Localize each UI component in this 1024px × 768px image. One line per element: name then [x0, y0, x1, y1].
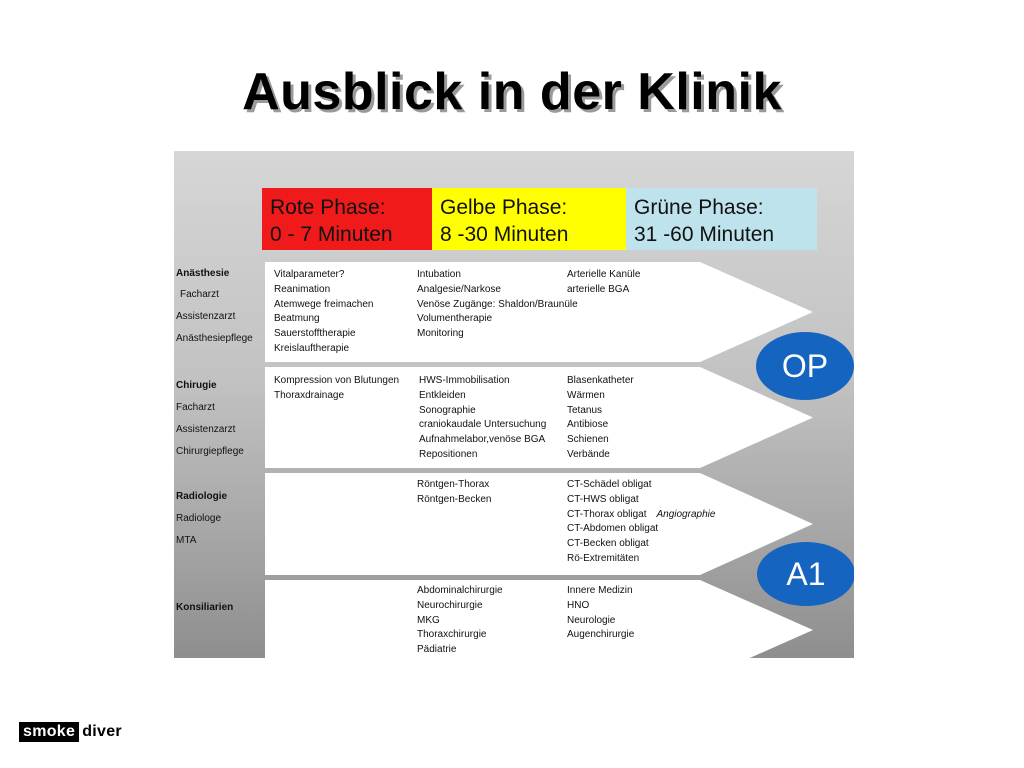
phase-green	[626, 188, 817, 250]
cell-radiologie-yellow	[417, 478, 492, 508]
staff-label: Facharzt	[180, 289, 219, 300]
task-item: Beatmung	[274, 313, 320, 325]
row-header: Radiologie	[176, 491, 228, 502]
phase-red-title: Rote Phase:	[270, 196, 386, 219]
task-item: Volumentherapie	[417, 313, 493, 325]
staff-label: Facharzt	[176, 402, 215, 413]
task-item: Kompression von Blutungen	[274, 375, 400, 386]
task-item: Pädiatrie	[417, 644, 457, 656]
task-item: Venöse Zugänge: Shaldon/Braunüle	[417, 298, 578, 310]
logo-part-smoke: smoke	[19, 722, 79, 742]
task-item: HWS-Immobilisation	[419, 375, 510, 386]
task-item: CT-Abdomen obligat	[567, 523, 659, 535]
cell-radiologie-green	[567, 478, 715, 567]
cell-chirurgie-yellow	[419, 374, 546, 463]
task-item: Arterielle Kanüle	[567, 269, 641, 280]
op-badge: OP	[756, 332, 854, 400]
task-item: Tetanus	[567, 404, 603, 416]
arrow-band-konsiliarien	[265, 580, 813, 658]
staff-label: Radiologe	[176, 513, 222, 524]
cell-anaesthesie-green	[567, 268, 640, 298]
staff-label: Anästhesiepflege	[176, 333, 253, 344]
cell-konsiliarien-yellow	[417, 584, 503, 658]
task-item: Augenchirurgie	[567, 629, 635, 641]
task-item: Reanimation	[274, 283, 331, 295]
task-item: Thoraxchirurgie	[417, 629, 487, 641]
task-item: Schienen	[567, 434, 609, 446]
slide-title: Ausblick in der Klinik	[242, 63, 782, 121]
row-label-anaesthesie	[176, 264, 253, 350]
row-label-chirurgie	[176, 375, 244, 463]
arrow-band-radiologie	[265, 473, 813, 575]
task-item: Neurochirurgie	[417, 599, 483, 611]
task-item: Intubation	[417, 269, 461, 280]
task-item: CT-Becken obligat	[567, 538, 649, 550]
task-item: Antibiose	[567, 419, 609, 431]
task-item: Röntgen-Thorax	[417, 479, 490, 490]
task-item: Thoraxdrainage	[274, 389, 345, 401]
phase-green-title: Grüne Phase:	[634, 196, 764, 219]
task-item: Analgesie/Narkose	[417, 283, 501, 295]
task-item: Kreislauftherapie	[274, 342, 350, 354]
task-item: craniokaudale Untersuchung	[419, 419, 547, 431]
task-item: Entkleiden	[419, 389, 466, 401]
task-item: Aufnahmelabor,venöse BGA	[419, 434, 546, 446]
task-item	[567, 508, 715, 523]
task-item: Repositionen	[419, 448, 478, 460]
task-item: Verbände	[567, 448, 610, 460]
staff-label: Chirurgiepflege	[176, 446, 244, 457]
task-item: Atemwege freimachen	[274, 298, 374, 310]
row-header: Konsiliarien	[176, 602, 234, 613]
phase-green-time: 31 -60 Minuten	[634, 223, 775, 246]
phase-red-time: 0 - 7 Minuten	[270, 223, 393, 246]
phase-red	[262, 188, 432, 250]
angiographie-note: Angiographie	[656, 508, 716, 520]
task-item: Sonographie	[419, 404, 476, 416]
smokediver-logo	[19, 722, 125, 742]
workflow-diagram	[174, 151, 854, 658]
row-label-radiologie	[176, 486, 227, 552]
staff-label: Assistenzarzt	[176, 311, 236, 322]
task-item: Rö-Extremitäten	[567, 552, 640, 564]
phase-yellow	[432, 188, 626, 250]
logo-part-diver: diver	[82, 723, 122, 740]
staff-label: MTA	[176, 535, 197, 546]
task-item: Wärmen	[567, 389, 605, 401]
a1-badge: A1	[757, 542, 854, 606]
cell-konsiliarien-green	[567, 584, 634, 643]
task-item: Neurologie	[567, 614, 616, 626]
row-header: Anästhesie	[176, 268, 230, 279]
task-item: Blasenkatheter	[567, 375, 634, 386]
phase-yellow-time: 8 -30 Minuten	[440, 223, 569, 246]
task-item: HNO	[567, 599, 590, 611]
cell-anaesthesie-yellow	[417, 268, 578, 342]
cell-anaesthesie-red	[274, 268, 374, 357]
task-item: CT-HWS obligat	[567, 493, 639, 505]
cell-chirurgie-red	[274, 374, 399, 404]
row-header: Chirugie	[176, 380, 217, 391]
task-item: Sauerstofftherapie	[274, 328, 356, 340]
cell-chirurgie-green	[567, 374, 634, 463]
task-item-text: CT-Thorax obligat	[567, 508, 647, 520]
task-item: Monitoring	[417, 328, 464, 340]
task-item: Röntgen-Becken	[417, 493, 492, 505]
task-item: Vitalparameter?	[274, 269, 345, 280]
staff-label: Assistenzarzt	[176, 424, 236, 435]
task-item: Innere Medizin	[567, 585, 633, 596]
task-item: MKG	[417, 614, 440, 626]
task-item: Abdominalchirurgie	[417, 585, 503, 596]
task-item: CT-Schädel obligat	[567, 479, 652, 490]
task-item: arterielle BGA	[567, 283, 630, 295]
phase-yellow-title: Gelbe Phase:	[440, 196, 568, 219]
row-label-konsiliarien	[176, 597, 233, 619]
